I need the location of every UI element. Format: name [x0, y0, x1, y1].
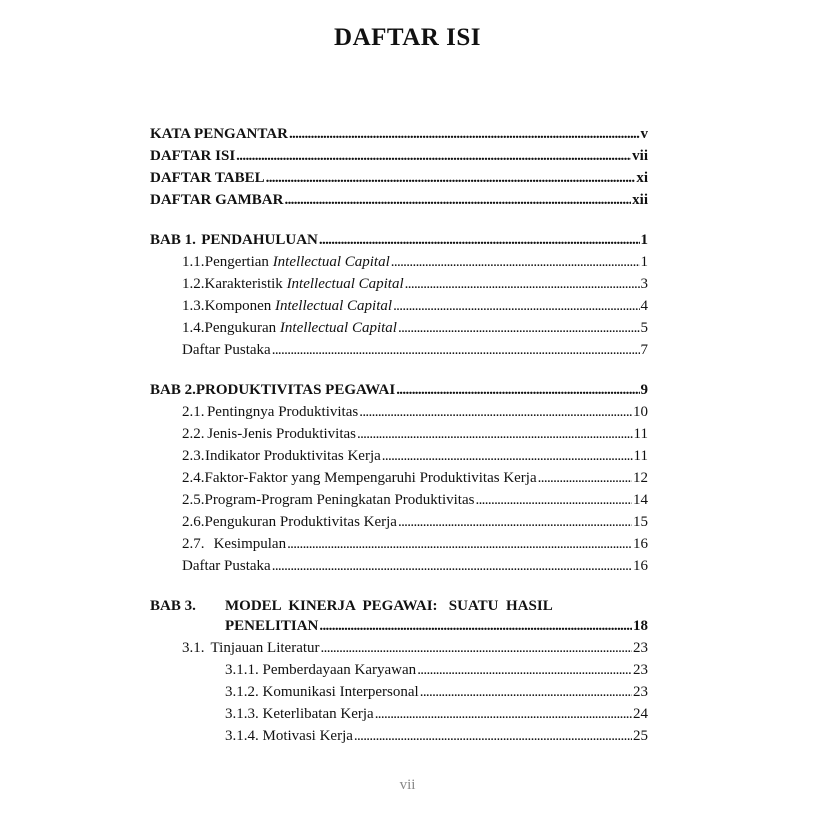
- chapter-title-cont: PENELITIAN: [225, 618, 319, 634]
- toc-references-2[interactable]: [182, 556, 648, 576]
- section-number: 2.3.: [182, 448, 205, 464]
- toc-section-2-5[interactable]: [182, 490, 648, 510]
- toc-label: DAFTAR GAMBAR: [150, 192, 284, 208]
- toc-entry-daftar-isi[interactable]: [150, 146, 648, 166]
- dot-leader: [321, 638, 632, 658]
- section-title: Pengukuran Intellectual Capital: [204, 320, 397, 336]
- toc-section-2-7[interactable]: [182, 534, 648, 554]
- dot-leader: [272, 340, 640, 360]
- section-number: 2.1.: [182, 404, 205, 420]
- dot-leader: [284, 190, 631, 210]
- toc-subsection-3-1-4[interactable]: [225, 726, 648, 746]
- toc-page: 4: [640, 298, 648, 314]
- section-number: 2.4.: [182, 470, 205, 486]
- dot-leader: [396, 380, 639, 400]
- chapter-number: BAB 1.: [150, 232, 196, 248]
- section-title: Pengukuran Produktivitas Kerja: [204, 514, 397, 530]
- toc-page: 11: [633, 448, 648, 464]
- toc-page: 16: [633, 536, 648, 552]
- subsection-title: 3.1.4. Motivasi Kerja: [225, 728, 353, 744]
- chapter-number: BAB 2.: [150, 382, 196, 398]
- dot-leader: [272, 556, 632, 576]
- dot-leader: [417, 660, 632, 680]
- dot-leader: [391, 252, 640, 272]
- toc-page: 23: [633, 684, 648, 700]
- toc-section-1-3[interactable]: [182, 296, 648, 316]
- dot-leader: [236, 146, 631, 166]
- dot-leader: [319, 230, 640, 250]
- section-number: 2.2.: [182, 426, 205, 442]
- dot-leader: [382, 446, 633, 466]
- section-number: 2.5.: [182, 492, 205, 508]
- toc-page: 1: [640, 232, 648, 248]
- toc-subsection-3-1-1[interactable]: [225, 660, 648, 680]
- toc-section-1-4[interactable]: [182, 318, 648, 338]
- section-title: Pentingnya Produktivitas: [206, 404, 359, 420]
- dot-leader: [266, 168, 636, 188]
- section-number: 1.2.: [182, 276, 205, 292]
- toc-section-2-6[interactable]: [182, 512, 648, 532]
- toc-entry-kata-pengantar[interactable]: [150, 124, 648, 144]
- section-title: Daftar Pustaka: [182, 342, 271, 358]
- toc-section-1-1[interactable]: [182, 252, 648, 272]
- page-number: vii: [399, 777, 416, 793]
- toc-page: vii: [632, 148, 648, 164]
- toc-section-2-3[interactable]: [182, 446, 648, 466]
- dot-leader: [398, 512, 632, 532]
- section-title: Program-Program Peningkatan Produktivitas: [204, 492, 475, 508]
- toc-page: 15: [633, 514, 648, 530]
- section-title: Komponen Intellectual Capital: [204, 298, 393, 314]
- dot-leader: [354, 726, 632, 746]
- toc-section-2-4[interactable]: [182, 468, 648, 488]
- section-title: Indikator Produktivitas Kerja: [204, 448, 381, 464]
- toc-subsection-3-1-2[interactable]: [225, 682, 648, 702]
- section-title: Faktor-Faktor yang Mempengaruhi Produktivitas Kerja: [204, 470, 537, 486]
- toc-label: DAFTAR TABEL: [150, 170, 265, 186]
- toc-page: 25: [633, 728, 648, 744]
- dot-leader: [375, 704, 632, 724]
- dot-leader: [398, 318, 640, 338]
- dot-leader: [357, 424, 633, 444]
- dot-leader: [319, 616, 632, 636]
- toc-section-2-1[interactable]: [182, 402, 648, 422]
- toc-label: KATA PENGANTAR: [150, 126, 288, 142]
- toc-chapter-3-line2[interactable]: [225, 616, 648, 636]
- toc-label: DAFTAR ISI: [150, 148, 236, 164]
- toc-page: 10: [633, 404, 648, 420]
- toc-entry-daftar-tabel[interactable]: [150, 168, 648, 188]
- toc-page: 14: [633, 492, 648, 508]
- subsection-title: 3.1.2. Komunikasi Interpersonal: [225, 684, 419, 700]
- section-number: 1.4.: [182, 320, 205, 336]
- chapter-title: PRODUKTIVITAS PEGAWAI: [195, 382, 396, 398]
- toc-subsection-3-1-3[interactable]: [225, 704, 648, 724]
- page-title: DAFTAR ISI: [334, 24, 481, 51]
- chapter-number: BAB 3.: [150, 598, 196, 614]
- toc-entry-daftar-gambar[interactable]: [150, 190, 648, 210]
- toc-page: 1: [640, 254, 648, 270]
- section-title: Kesimpulan: [213, 536, 287, 552]
- toc-references-1[interactable]: [182, 340, 648, 360]
- section-number: 2.6.: [182, 514, 205, 530]
- toc-page: v: [640, 126, 648, 142]
- section-number: 2.7.: [182, 536, 205, 552]
- toc-chapter-3-line1[interactable]: [150, 596, 648, 616]
- toc-page: 23: [633, 662, 648, 678]
- toc-page: 24: [633, 706, 648, 722]
- dot-leader: [538, 468, 632, 488]
- dot-leader: [359, 402, 632, 422]
- section-number: 3.1.: [182, 640, 205, 656]
- toc-page: 23: [633, 640, 648, 656]
- section-number: 1.1.: [182, 254, 205, 270]
- toc-chapter-1[interactable]: [150, 230, 648, 250]
- section-title: Pengertian Intellectual Capital: [204, 254, 390, 270]
- section-title: Daftar Pustaka: [182, 558, 271, 574]
- toc-chapter-2[interactable]: [150, 380, 648, 400]
- chapter-title: MODEL KINERJA PEGAWAI: SUATU HASIL: [225, 598, 553, 614]
- section-title: Karakteristik Intellectual Capital: [204, 276, 404, 292]
- subsection-title: 3.1.1. Pemberdayaan Karyawan: [225, 662, 417, 678]
- toc-page: 11: [633, 426, 648, 442]
- toc-page: 7: [640, 342, 648, 358]
- toc-section-1-2[interactable]: [182, 274, 648, 294]
- toc-section-2-2[interactable]: [182, 424, 648, 444]
- dot-leader: [420, 682, 632, 702]
- toc-page: 12: [633, 470, 648, 486]
- toc-section-3-1[interactable]: [182, 638, 648, 658]
- dot-leader: [289, 124, 640, 144]
- toc-page: 5: [640, 320, 648, 336]
- dot-leader: [475, 490, 632, 510]
- toc-page: 16: [633, 558, 648, 574]
- dot-leader: [393, 296, 639, 316]
- section-title: Jenis-Jenis Produktivitas: [207, 426, 356, 442]
- dot-leader: [405, 274, 640, 294]
- toc-page: xi: [636, 170, 648, 186]
- toc-page: 9: [640, 382, 648, 398]
- toc-page: xii: [632, 192, 648, 208]
- subsection-title: 3.1.3. Keterlibatan Kerja: [225, 706, 374, 722]
- toc-page: 3: [640, 276, 648, 292]
- section-title: Tinjauan Literatur: [210, 640, 320, 656]
- chapter-title: PENDAHULUAN: [201, 232, 318, 248]
- dot-leader: [287, 534, 632, 554]
- toc-page: 18: [633, 618, 648, 634]
- section-number: 1.3.: [182, 298, 205, 314]
